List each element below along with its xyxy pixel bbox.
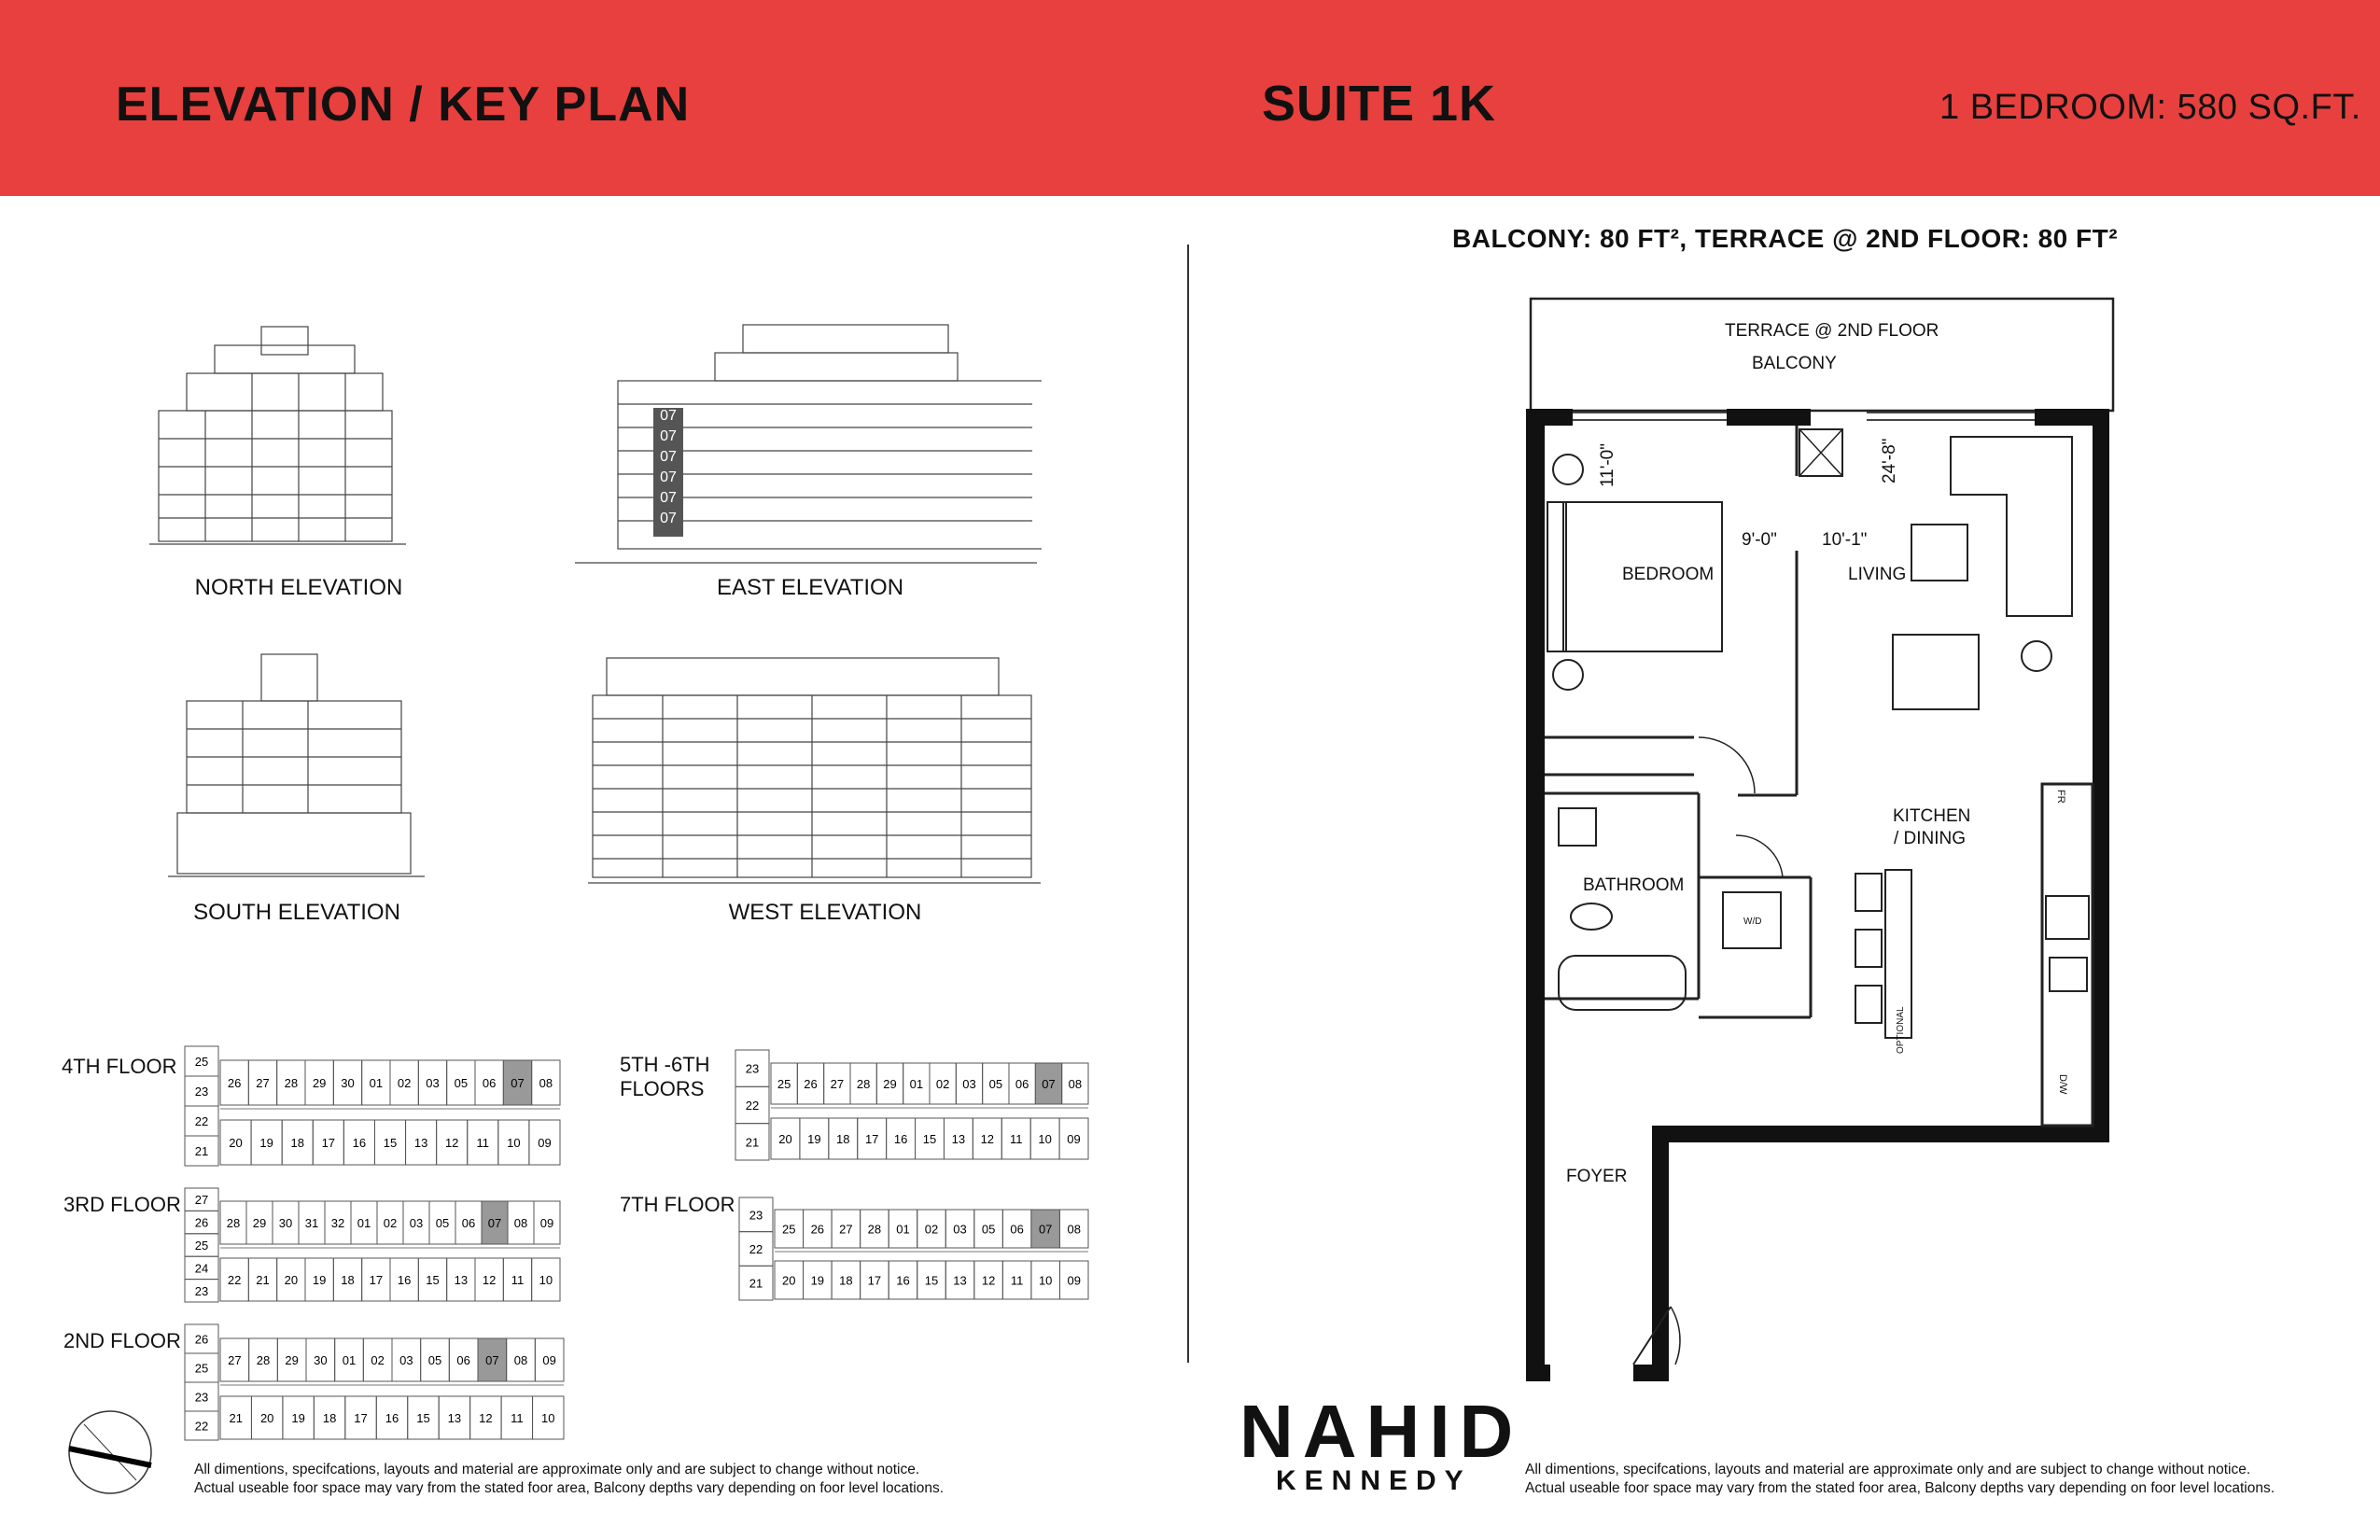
keyplan-unit-label: 09 [1067, 1273, 1081, 1288]
keyplan-unit-label: 19 [259, 1136, 273, 1150]
keyplan-unit-label: 01 [342, 1353, 357, 1367]
keyplan-unit-label: 22 [749, 1242, 763, 1256]
keyplan-unit-label: 06 [1010, 1222, 1024, 1237]
keyplan-label-4th: 4TH FLOOR [62, 1055, 177, 1078]
disclaimer-right [1525, 1461, 2365, 1498]
keyplan-unit-label: 28 [226, 1216, 241, 1230]
keyplan-unit-label: 16 [397, 1273, 412, 1287]
keyplan-unit-label: 13 [951, 1132, 966, 1146]
disclaimer-left [194, 1461, 1034, 1498]
keyplan-unit-label: 21 [749, 1276, 763, 1291]
keyplan-unit-label: 27 [228, 1353, 242, 1367]
keyplan-unit-label: 08 [1067, 1222, 1081, 1237]
keyplan-unit-label: 15 [924, 1273, 939, 1288]
keyplan-unit-label: 06 [1015, 1077, 1029, 1091]
keyplan-unit-label: 30 [341, 1076, 355, 1090]
keyplan-unit-label: 22 [745, 1099, 760, 1113]
keyplan-unit-label: 26 [810, 1222, 825, 1237]
living-label: LIVING [1848, 565, 1907, 584]
keyplan-unit-label: 22 [194, 1114, 209, 1128]
keyplan-unit-label: 07 [511, 1076, 525, 1090]
keyplan-unit-label: 27 [194, 1193, 209, 1208]
keyplan-3rd-floor [183, 1185, 569, 1305]
keyplan-unit-label: 20 [229, 1136, 243, 1150]
keyplan-unit-label: 03 [399, 1353, 413, 1367]
keyplan-unit-label: 06 [482, 1076, 497, 1090]
bedroom-length-dim: 9'-0" [1742, 530, 1777, 550]
keyplan-unit-label: 05 [981, 1222, 996, 1237]
keyplan-unit-label: 23 [745, 1061, 760, 1076]
keyplan-unit-label: 27 [256, 1076, 270, 1090]
keyplan-unit-label: 08 [1068, 1077, 1083, 1091]
keyplan-unit-label: 18 [322, 1411, 337, 1425]
keyplan-unit-label: 15 [416, 1411, 430, 1425]
foyer-label: FOYER [1566, 1167, 1628, 1186]
keyplan-unit-label: 23 [749, 1208, 763, 1223]
west-elevation [588, 653, 1045, 887]
disclaimer-line-1: All dimentions, specifcations, layouts and material are approximate only and are subject to change without notice. [1525, 1462, 2251, 1477]
keyplan-unit-label: 12 [444, 1136, 459, 1150]
keyplan-unit-label: 25 [782, 1222, 796, 1237]
brand-logo-name: NAHID [1239, 1390, 1523, 1473]
keyplan-unit-label: 12 [981, 1273, 996, 1288]
keyplan-unit-label: 09 [539, 1216, 554, 1230]
header-bar [0, 0, 2380, 196]
keyplan-unit-label: 31 [304, 1216, 319, 1230]
disclaimer-line-1: All dimentions, specifcations, layouts and material are approximate only and are subject to change without notice. [194, 1462, 920, 1477]
keyplan-unit-label: 27 [839, 1222, 853, 1237]
optional-label: OPTIONAL [1896, 1006, 1906, 1054]
keyplan-unit-label: 26 [194, 1215, 209, 1230]
keyplan-unit-label: 01 [369, 1076, 384, 1090]
disclaimer-line-2: Actual useable foor space may vary from the stated foor area, Balcony depths vary depending on foor level locations. [1525, 1480, 2275, 1496]
keyplan-unit-label: 25 [194, 1361, 209, 1376]
page-title: ELEVATION / KEY PLAN [116, 77, 691, 132]
east-elevation-caption: EAST ELEVATION [716, 575, 904, 600]
keyplan-label-2nd: 2ND FLOOR [63, 1329, 181, 1352]
keyplan-unit-label: 32 [330, 1216, 345, 1230]
keyplan-5th-6th-floor [734, 1047, 1098, 1163]
south-elevation [168, 650, 429, 879]
keyplan-unit-label: 10 [1038, 1132, 1052, 1146]
keyplan-7th-floor [737, 1195, 1098, 1303]
keyplan-unit-label: 11 [476, 1136, 490, 1150]
keyplan-unit-label: 06 [456, 1353, 470, 1367]
keyplan-unit-label: 12 [980, 1132, 995, 1146]
keyplan-unit-label: 16 [893, 1132, 908, 1146]
keyplan-unit-label: 19 [810, 1273, 825, 1288]
terrace-label: TERRACE @ 2ND FLOOR [1725, 321, 1939, 341]
keyplan-unit-label: 28 [867, 1222, 882, 1237]
keyplan-unit-label: 23 [194, 1390, 209, 1405]
keyplan-unit-label: 07 [485, 1353, 499, 1367]
keyplan-unit-label: 25 [194, 1239, 209, 1253]
keyplan-unit-label: 16 [352, 1136, 367, 1150]
keyplan-unit-label: 16 [896, 1273, 910, 1288]
bedroom-width-dim: 11'-0" [1598, 443, 1617, 487]
keyplan-unit-label: 03 [962, 1077, 976, 1091]
keyplan-unit-label: 07 [1042, 1077, 1056, 1091]
keyplan-unit-label: 05 [454, 1076, 469, 1090]
keyplan-unit-label: 29 [285, 1353, 299, 1367]
keyplan-unit-label: 07 [1038, 1222, 1053, 1237]
north-arrow-icon [65, 1407, 155, 1502]
keyplan-unit-label: 23 [194, 1085, 209, 1099]
keyplan-unit-label: 24 [194, 1261, 209, 1276]
keyplan-unit-label: 22 [194, 1419, 209, 1434]
keyplan-unit-label: 20 [778, 1132, 792, 1146]
unit-marker: 07 [660, 428, 677, 444]
unit-marker: 07 [660, 408, 677, 424]
keyplan-unit-label: 21 [194, 1144, 209, 1158]
keyplan-unit-label: 17 [864, 1132, 879, 1146]
keyplan-label-3rd: 3RD FLOOR [63, 1193, 181, 1216]
keyplan-label-5th-6th: 5TH -6TH FLOORS [620, 1053, 710, 1100]
keyplan-unit-label: 11 [1010, 1273, 1024, 1288]
keyplan-unit-label: 29 [883, 1077, 897, 1091]
keyplan-unit-label: 21 [256, 1273, 270, 1287]
south-elevation-caption: SOUTH ELEVATION [193, 900, 400, 925]
keyplan-unit-label: 18 [836, 1132, 850, 1146]
suite-title: SUITE 1K [1262, 76, 1497, 132]
keyplan-unit-label: 03 [409, 1216, 424, 1230]
keyplan-unit-label: 05 [988, 1077, 1003, 1091]
keyplan-unit-label: 25 [194, 1055, 209, 1069]
keyplan-unit-label: 08 [539, 1076, 553, 1090]
keyplan-unit-label: 02 [383, 1216, 398, 1230]
keyplan-unit-label: 01 [357, 1216, 371, 1230]
balcony-label: BALCONY [1752, 354, 1837, 373]
kitchen-label-2: / DINING [1894, 829, 1967, 848]
keyplan-unit-label: 02 [397, 1076, 412, 1090]
east-elevation-unit-markers [653, 408, 683, 531]
keyplan-unit-label: 10 [541, 1411, 555, 1425]
keyplan-unit-label: 01 [909, 1077, 924, 1091]
balcony-terrace-area: BALCONY: 80 FT², TERRACE @ 2ND FLOOR: 80 FT² [1452, 224, 2119, 253]
unit-marker: 07 [660, 511, 677, 526]
keyplan-unit-label: 21 [745, 1135, 760, 1150]
keyplan-unit-label: 05 [435, 1216, 450, 1230]
keyplan-unit-label: 08 [513, 1216, 528, 1230]
north-elevation-caption: NORTH ELEVATION [194, 575, 403, 600]
bedroom-label: BEDROOM [1622, 565, 1715, 584]
living-width-dim: 24'-8" [1880, 438, 1899, 483]
keyplan-unit-label: 03 [426, 1076, 440, 1090]
keyplan-unit-label: 28 [856, 1077, 871, 1091]
dishwasher-label: D/W [2057, 1074, 2068, 1095]
keyplan-unit-label: 06 [461, 1216, 476, 1230]
keyplan-unit-label: 29 [312, 1076, 327, 1090]
keyplan-unit-label: 15 [426, 1273, 440, 1287]
living-length-dim: 10'-1" [1822, 530, 1868, 550]
keyplan-unit-label: 26 [804, 1077, 818, 1091]
keyplan-unit-label: 17 [354, 1411, 368, 1425]
keyplan-unit-label: 25 [777, 1077, 791, 1091]
north-elevation [149, 317, 411, 551]
keyplan-unit-label: 23 [194, 1283, 209, 1298]
keyplan-unit-label: 05 [427, 1353, 442, 1367]
keyplan-unit-label: 27 [830, 1077, 845, 1091]
keyplan-unit-label: 07 [487, 1216, 502, 1230]
keyplan-unit-label: 18 [839, 1273, 853, 1288]
keyplan-unit-label: 19 [291, 1411, 305, 1425]
keyplan-unit-label: 21 [229, 1411, 243, 1425]
keyplan-unit-label: 15 [383, 1136, 398, 1150]
keyplan-unit-label: 18 [341, 1273, 355, 1287]
keyplan-unit-label: 02 [371, 1353, 385, 1367]
page-divider [1187, 245, 1189, 1363]
keyplan-unit-label: 02 [935, 1077, 950, 1091]
keyplan-unit-label: 10 [507, 1136, 521, 1150]
keyplan-unit-label: 15 [922, 1132, 937, 1146]
keyplan-unit-label: 13 [953, 1273, 967, 1288]
keyplan-label-7th: 7TH FLOOR [620, 1193, 735, 1216]
keyplan-unit-label: 26 [227, 1076, 242, 1090]
keyplan-unit-label: 02 [924, 1222, 939, 1237]
keyplan-unit-label: 30 [278, 1216, 293, 1230]
keyplan-unit-label: 11 [511, 1411, 524, 1425]
keyplan-unit-label: 13 [413, 1136, 428, 1150]
suite-floor-plan [1512, 289, 2119, 1391]
keyplan-unit-label: 09 [538, 1136, 552, 1150]
keyplan-unit-label: 11 [511, 1273, 525, 1287]
brand-logo-subtitle: KENNEDY [1276, 1465, 1472, 1496]
kitchen-label-1: KITCHEN [1893, 806, 1971, 826]
fridge-label: FR [2055, 790, 2066, 804]
wd-label: W/D [1743, 917, 1762, 927]
keyplan-unit-label: 01 [896, 1222, 910, 1237]
keyplan-unit-label: 28 [256, 1353, 271, 1367]
keyplan-unit-label: 10 [539, 1273, 553, 1287]
keyplan-unit-label: 26 [194, 1332, 209, 1347]
keyplan-unit-label: 22 [227, 1273, 242, 1287]
bathroom-label: BATHROOM [1583, 875, 1685, 895]
keyplan-2nd-floor [183, 1322, 573, 1443]
keyplan-unit-label: 08 [513, 1353, 528, 1367]
keyplan-unit-label: 11 [1009, 1132, 1023, 1146]
keyplan-unit-label: 30 [314, 1353, 328, 1367]
keyplan-unit-label: 17 [867, 1273, 882, 1288]
east-elevation [575, 322, 1042, 565]
keyplan-unit-label: 09 [1067, 1132, 1081, 1146]
keyplan-unit-label: 19 [807, 1132, 821, 1146]
suite-summary: 1 BEDROOM: 580 SQ.FT. [1939, 88, 2361, 127]
keyplan-unit-label: 20 [284, 1273, 299, 1287]
keyplan-unit-label: 20 [259, 1411, 274, 1425]
keyplan-unit-label: 20 [782, 1273, 796, 1288]
keyplan-unit-label: 29 [252, 1216, 267, 1230]
keyplan-unit-label: 12 [482, 1273, 497, 1287]
keyplan-unit-label: 12 [479, 1411, 493, 1425]
keyplan-unit-label: 16 [385, 1411, 399, 1425]
keyplan-unit-label: 13 [447, 1411, 462, 1425]
keyplan-4th-floor [183, 1043, 569, 1169]
keyplan-unit-label: 10 [1038, 1273, 1053, 1288]
keyplan-unit-label: 13 [454, 1273, 469, 1287]
disclaimer-line-2: Actual useable foor space may vary from the stated foor area, Balcony depths vary depending on foor level locations. [194, 1480, 945, 1496]
keyplan-unit-label: 19 [312, 1273, 327, 1287]
keyplan-unit-label: 09 [542, 1353, 556, 1367]
keyplan-unit-label: 28 [284, 1076, 299, 1090]
keyplan-unit-label: 18 [290, 1136, 304, 1150]
unit-marker: 07 [660, 449, 677, 465]
west-elevation-caption: WEST ELEVATION [728, 900, 922, 925]
keyplan-unit-label: 17 [321, 1136, 336, 1150]
keyplan-unit-label: 17 [369, 1273, 384, 1287]
unit-marker: 07 [660, 490, 677, 506]
unit-marker: 07 [660, 469, 677, 485]
keyplan-unit-label: 03 [953, 1222, 967, 1237]
